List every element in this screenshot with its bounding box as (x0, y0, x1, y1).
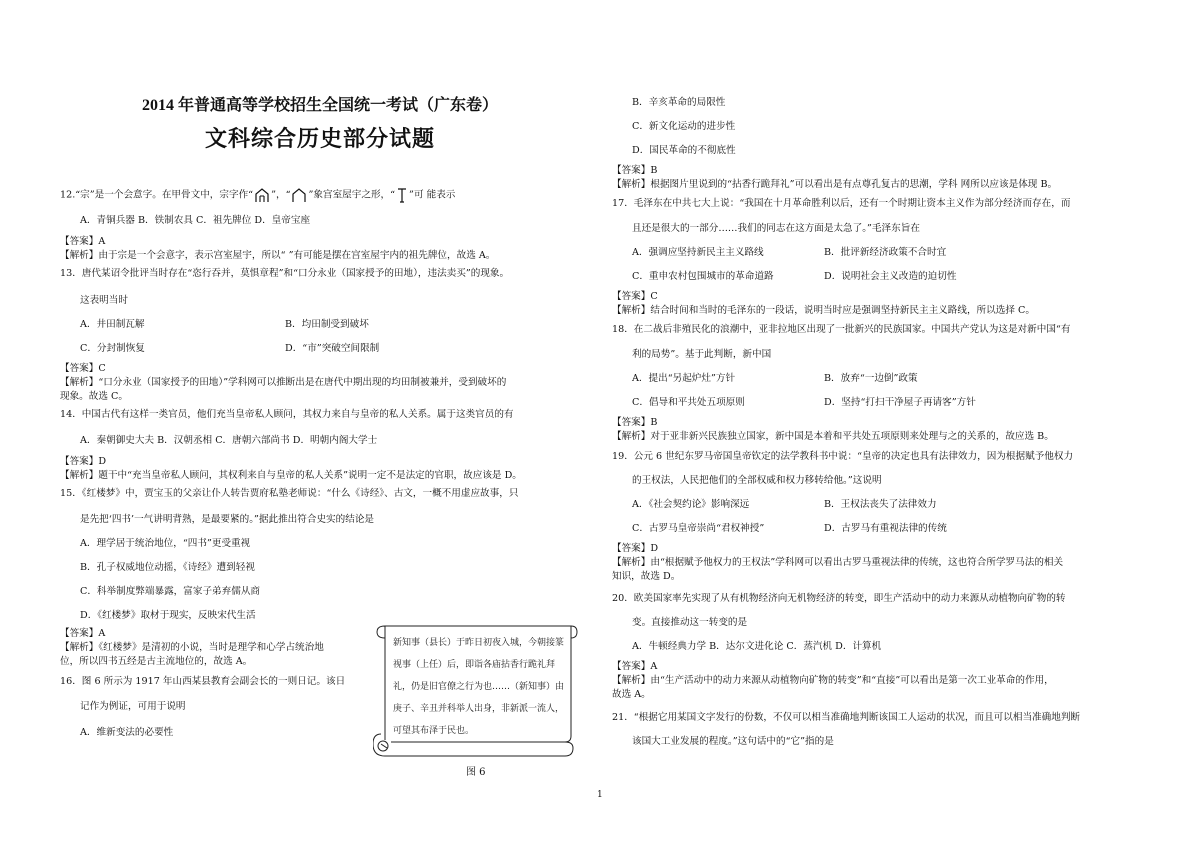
page-title: 2014 年普通高等学校招生全国统一考试（广东卷） (141, 97, 498, 114)
question-16-option-b: B．辛亥革命的局限性 (632, 97, 726, 108)
question-12-options: A．青铜兵器 B．铁制农具 C．祖先牌位 D．皇帝宝座 (80, 215, 311, 226)
question-15-stem: 15．《红楼梦》中，贾宝玉的父亲让仆人转告贾府私塾老师说：“什么《诗经》、古文，一概不用虚应故事，只 (60, 488, 519, 499)
question-16-stem-cont: 记作为例证，可用于说明 (80, 701, 186, 712)
explanation-14: 【解析】题干中“充当皇帝私人顾问，其权利来自与皇帝的私人关系”说明一定不是法定的官职，故应该是 D。 (60, 470, 522, 481)
question-18-option-d: D．坚持“打扫干净屋子再请客”方针 (824, 397, 976, 408)
figure-6-scroll (373, 618, 578, 760)
explanation-20: 【解析】由“生产活动中的动力来源从动植物向矿物的转变”和“直接”可以看出是第一次工业革命的作用， (612, 675, 1054, 686)
question-16-option-c: C．新文化运动的进步性 (632, 121, 736, 132)
answer-17: 【答案】C (612, 291, 658, 302)
question-20-stem: 20．欧美国家率先实现了从有机物经济向无机物经济的转变，即生产活动中的动力来源从动植物向矿物的转 (612, 593, 1066, 604)
question-19-option-c: C．古罗马皇帝崇尚“君权神授” (632, 523, 765, 534)
question-13-option-a: A．井田制瓦解 (80, 319, 145, 330)
page-subtitle: 文科综合历史部分试题 (204, 127, 435, 152)
explanation-19: 【解析】由“根据赋予他权力的王权法”学科网可以看出古罗马重视法律的传统，这也符合所学罗马法的相关 (612, 557, 1064, 568)
explanation-15-cont: 位，所以四书五经是古主流地位的，故选 A。 (60, 656, 253, 667)
question-17-stem: 17．毛泽东在中共七大上说：“我国在十月革命胜利以后，还有一个时期让资本主义作为部分经济而存在，而 (612, 198, 1071, 209)
question-20-options: A．牛顿经典力学 B．达尔文进化论 C．蒸汽机 D．计算机 (632, 641, 882, 652)
question-14-stem: 14．中国古代有这样一类官员，他们充当皇帝私人顾问，其权力来自与皇帝的私人关系。属于这类官员的有 (60, 409, 514, 420)
explanation-19-cont: 知识，故选 D。 (612, 571, 681, 582)
question-13-stem: 13．唐代某诏令批评当时存在“恣行吞并，莫惧章程”和“口分永业（国家授予的田地），违法卖买”的现象。 (60, 268, 510, 279)
answer-19: 【答案】D (612, 543, 659, 554)
question-17-option-a: A．强调应坚持新民主主义路线 (632, 247, 764, 258)
answer-13: 【答案】C (60, 363, 106, 374)
explanation-20-cont: 故选 A。 (612, 689, 651, 700)
answer-12: 【答案】A (60, 236, 106, 247)
figure-6-caption: 图 6 (466, 767, 486, 778)
explanation-13: 【解析】“口分永业（国家授予的田地）”学科网可以推断出是在唐代中期出现的均田制被兼并，受到破坏的 (60, 377, 507, 388)
question-19-stem-cont: 的王权法，人民把他们的全部权威和权力移转给他。”这说明 (632, 475, 882, 486)
answer-15: 【答案】A (60, 628, 106, 639)
explanation-13-cont: 现象。故选 C。 (60, 391, 128, 402)
question-13-stem-cont: 这表明当时 (80, 295, 128, 306)
question-19-option-a: A．《社会契约论》影响深远 (632, 499, 750, 510)
question-16-stem: 16．图 6 所示为 1917 年山西某县教育会副会长的一则日记。该日 (60, 676, 346, 687)
question-17-option-c: C．重申农村包围城市的革命道路 (632, 271, 774, 282)
question-12-stem: 12.“宗”是一个会意字。在甲骨文中，宗字作“ ”，“ ”象宫室屋宇之形，“ ”可 能表示 (60, 187, 455, 203)
question-17-option-d: D．说明社会主义改造的迫切性 (824, 271, 957, 282)
question-19-option-b: B．王权法丧失了法律效力 (824, 499, 937, 510)
explanation-12: 【解析】由于宗是一个会意字，表示宫室屋宇，所以“ ”有可能是摆在宫室屋宇内的祖先牌位，故选 A。 (60, 250, 496, 261)
explanation-17: 【解析】结合时间和当时的毛泽东的一段话，说明当时应是强调坚持新民主主义路线，所以选择 C。 (612, 305, 1035, 316)
answer-18: 【答案】B (612, 417, 658, 428)
question-18-stem: 18．在二战后非殖民化的浪潮中，亚非拉地区出现了一批新兴的民族国家。中国共产党认为这是对新中国“有 (612, 324, 1071, 335)
question-17-option-b: B．批评新经济政策不合时宜 (824, 247, 947, 258)
question-18-option-a: A．提出“另起炉灶”方针 (632, 373, 736, 384)
question-15-stem-cont: 是先把‘四书’一气讲明背熟，是最要紧的。”据此推出符合史实的结论是 (80, 514, 375, 525)
question-14-options: A．秦朝御史大夫 B．汉朝丞相 C．唐朝六部尚书 D．明朝内阁大学士 (80, 435, 378, 446)
question-13-option-b: B．均田制受到破坏 (285, 319, 369, 330)
question-15-option-d: D．《红楼梦》取材于现实，反映宋代生活 (80, 610, 256, 621)
question-15-option-a: A．理学居于统治地位，“四书”更受重视 (80, 538, 251, 549)
diary-excerpt: 新知事（县长）于昨日初夜入城，今朝接篆视事（上任）后，即诣各庙拈香行跪礼拜礼，仍是旧官僚之行为也……（新知事）由庚子、辛丑并科举人出身，非新派一流人，可望其布泽于民也。 (393, 638, 565, 736)
answer-20: 【答案】A (612, 661, 658, 672)
answer-16: 【答案】B (612, 165, 658, 176)
question-15-option-c: C．科举制度弊端暴露，富家子弟弃儒从商 (80, 586, 261, 597)
oracle-tablet-glyph-icon (397, 187, 407, 203)
answer-14: 【答案】D (60, 456, 107, 467)
question-19-stem: 19．公元 6 世纪东罗马帝国皇帝钦定的法学教科书中说：“皇帝的决定也具有法律效力，因为根据赋予他权力 (612, 451, 1074, 462)
oracle-zong-glyph-icon (255, 187, 269, 203)
explanation-15: 【解析】《红楼梦》是清初的小说，当时是理学和心学占统治地 (60, 642, 324, 653)
question-17-stem-cont: 且还是很大的一部分……我们的同志在这方面是太急了。”毛泽东旨在 (632, 223, 920, 234)
question-20-stem-cont: 变。直接推动这一转变的是 (632, 617, 748, 628)
question-21-stem: 21．“根据它用某国文字发行的份数，不仅可以相当准确地判断该国工人运动的状况，而且可以相当准确地判断 (612, 712, 1081, 723)
question-16-option-d: D．国民革命的不彻底性 (632, 145, 736, 156)
question-15-option-b: B．孔子权威地位动摇，《诗经》遭到轻视 (80, 562, 255, 573)
explanation-18: 【解析】对于亚非新兴民族独立国家，新中国是本着和平共处五项原则来处理与之的关系的，故应选 B。 (612, 431, 1054, 442)
question-19-option-d: D．古罗马有重视法律的传统 (824, 523, 947, 534)
explanation-16: 【解析】根据图片里说到的“拈香行跪拜礼”可以看出是有点尊孔复古的思潮，学科 网所以应该是体现 B。 (612, 179, 1058, 190)
question-21-stem-cont: 该国大工业发展的程度。”这句话中的“它”指的是 (632, 736, 834, 747)
oracle-roof-glyph-icon (292, 187, 306, 203)
question-18-stem-cont: 利的局势”。基于此判断，新中国 (632, 349, 772, 360)
question-13-option-d: D．“市”突破空间限制 (285, 343, 380, 354)
page-number: 1 (597, 790, 603, 800)
question-16-option-a: A．维新变法的必要性 (80, 727, 174, 738)
question-13-option-c: C．分封制恢复 (80, 343, 145, 354)
question-18-option-b: B．放弃“一边倒”政策 (824, 373, 918, 384)
question-18-option-c: C．倡导和平共处五项原则 (632, 397, 745, 408)
